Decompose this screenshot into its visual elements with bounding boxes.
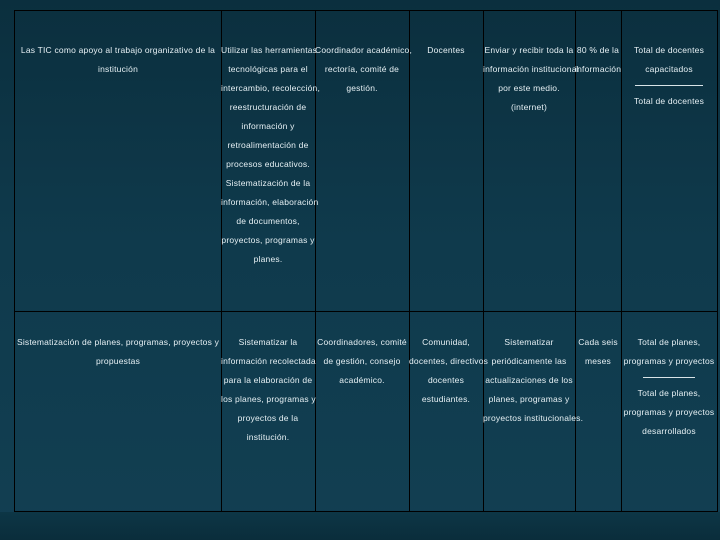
text-line: información, elaboración (221, 197, 319, 207)
text-line: planes. (253, 254, 283, 264)
indicator-table (14, 10, 718, 512)
row2-goal (575, 333, 621, 371)
text-line: información (575, 64, 622, 74)
slide-footer-band (0, 512, 720, 540)
row2-responsible (315, 333, 409, 390)
text-line: rectoría, comité de (324, 64, 400, 74)
text-line: intercambio, recolección, (221, 83, 321, 93)
row1-participants (409, 41, 483, 60)
text-line: propuestas (95, 356, 141, 366)
text-line: Las TIC como apoyo al trabajo organizativo de la (20, 45, 216, 55)
text-line: programas y proyectos (623, 356, 715, 366)
text-line: Total de docentes (633, 96, 705, 106)
text-line: Comunidad, (422, 337, 470, 347)
fraction-bar (635, 85, 703, 86)
row2-strategy (221, 333, 315, 447)
row-divider (15, 311, 717, 312)
text-line: actualizaciones de los (485, 375, 573, 385)
text-line: Enviar y recibir toda la (484, 45, 574, 55)
text-line: Total de planes, (637, 388, 701, 398)
row2-actions (483, 333, 584, 428)
row1-actions (483, 41, 579, 117)
row1-goal (575, 41, 621, 79)
text-line: los planes, programas y (221, 394, 316, 404)
row1-strategy (221, 41, 321, 269)
column-divider (409, 11, 410, 511)
row2-indicator (621, 333, 717, 441)
text-line: para la elaboración de (223, 375, 313, 385)
text-line: proyectos institucionales. (483, 413, 584, 423)
text-line: (internet) (510, 102, 547, 112)
text-line: docentes, directivos (409, 356, 489, 366)
row2-objective (15, 333, 221, 371)
column-divider (575, 11, 576, 511)
text-line: 80 % de la (576, 45, 620, 55)
text-line: docentes (427, 375, 465, 385)
text-line: institución (98, 64, 138, 74)
text-line: Sistematización de planes, programas, proyectos y (16, 337, 220, 347)
row1-indicator (621, 41, 717, 111)
text-line: retroalimentación de (227, 140, 309, 150)
text-line: Total de docentes (633, 45, 705, 55)
text-line: Sistematizar la (238, 337, 298, 347)
text-line: académico. (339, 375, 385, 385)
text-line: por este medio. (498, 83, 560, 93)
text-line: planes, programas y (488, 394, 570, 404)
text-line: programas y proyectos (623, 407, 715, 417)
text-line: Total de planes, (637, 337, 701, 347)
text-line: de documentos, (236, 216, 300, 226)
row2-participants (409, 333, 489, 409)
text-line: Sistematización de la (225, 178, 311, 188)
text-line: proyectos, programas y (221, 235, 315, 245)
text-line: Cada seis (578, 337, 618, 347)
text-line: tecnológicas para el (228, 64, 308, 74)
text-line: periódicamente las (491, 356, 567, 366)
text-line: procesos educativos. (226, 159, 310, 169)
text-line: información y (241, 121, 295, 131)
text-line: Utilizar las herramientas (221, 45, 318, 55)
text-line: capacitados (645, 64, 693, 74)
text-line: reestructuración de (229, 102, 307, 112)
text-line: estudiantes. (421, 394, 471, 404)
text-line: Sistematizar (504, 337, 554, 347)
text-line: meses (584, 356, 612, 366)
text-line: desarrollados (642, 426, 696, 436)
text-line: gestión. (346, 83, 378, 93)
text-line: Docentes (427, 45, 465, 55)
row1-responsible (315, 41, 413, 98)
text-line: Coordinador académico, (315, 45, 413, 55)
text-line: de gestión, consejo (323, 356, 401, 366)
fraction-bar (643, 377, 695, 378)
text-line: información recolectada (221, 356, 316, 366)
text-line: información institucional (483, 64, 579, 74)
text-line: institución. (246, 432, 290, 442)
row1-objective (15, 41, 221, 79)
text-line: Coordinadores, comité (317, 337, 407, 347)
text-line: proyectos de la (237, 413, 299, 423)
